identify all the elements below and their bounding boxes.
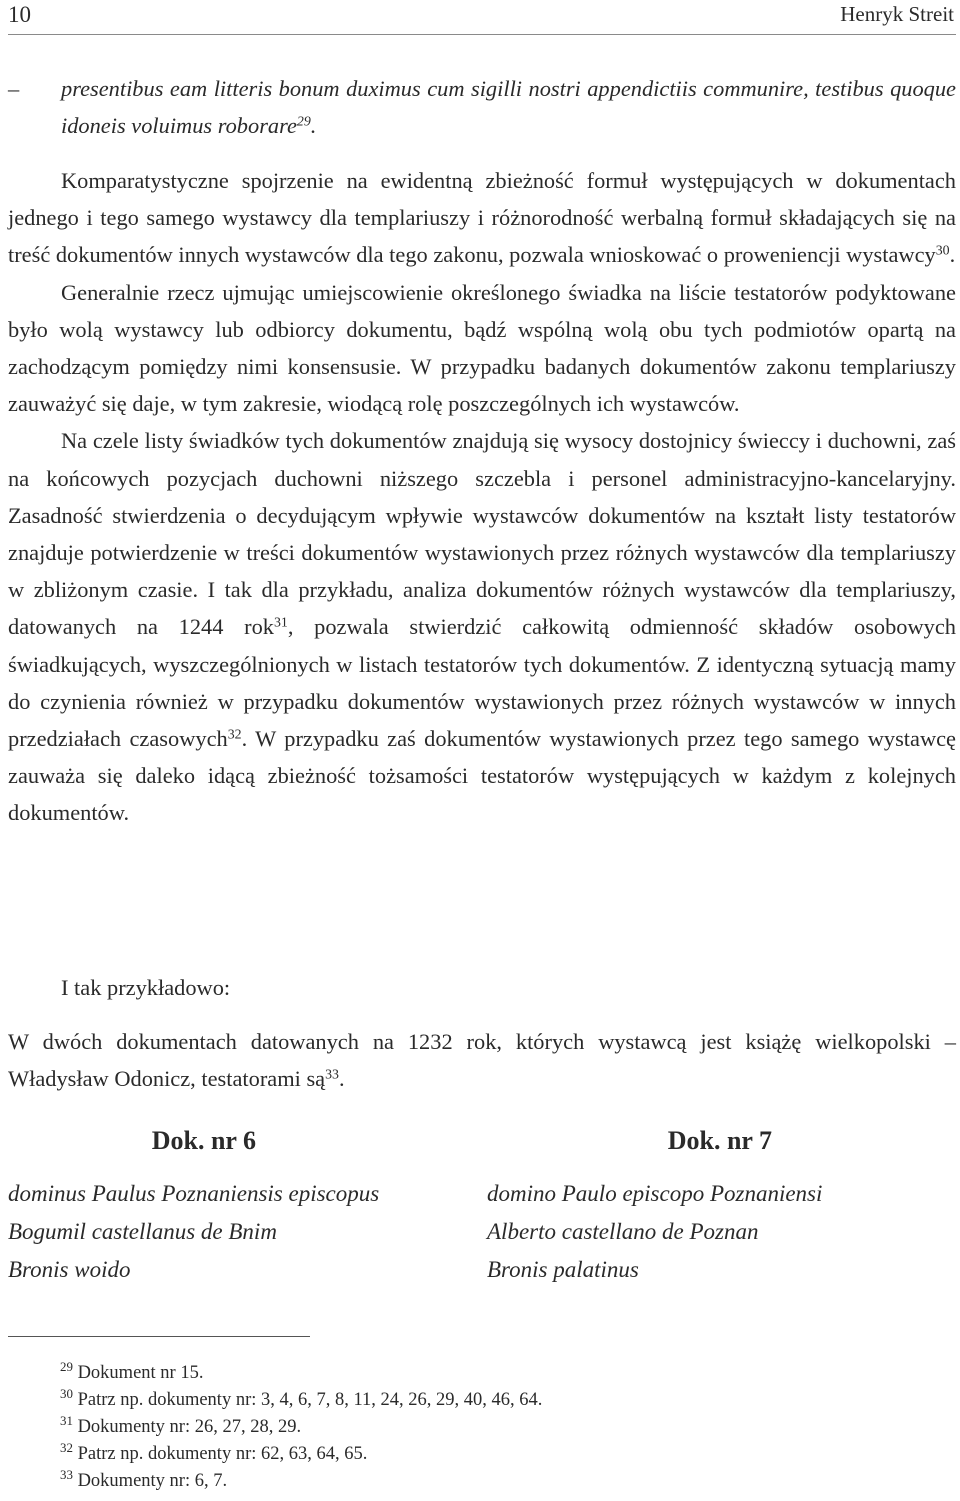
- document-6-title: Dok. nr 6: [151, 1126, 256, 1155]
- example-description: [8, 1023, 956, 1097]
- example-intro: [8, 969, 956, 1115]
- footnote-separator: [8, 1336, 310, 1337]
- footnote-number: 31: [60, 1412, 73, 1428]
- witness-entry: Bogumil castellanus de Bnim: [8, 1219, 277, 1244]
- page-number: 10: [8, 2, 31, 27]
- document-7-witness-list: [487, 1175, 947, 1289]
- main-text: [8, 162, 956, 832]
- document-7-title: Dok. nr 7: [667, 1126, 772, 1155]
- footnote-30: [60, 1387, 542, 1414]
- witness-entry: Bronis woido: [8, 1257, 131, 1282]
- footnote-number: 29: [60, 1358, 73, 1374]
- footnote-33: [60, 1468, 542, 1495]
- footnote-29: [60, 1360, 542, 1387]
- footnote-text: Patrz np. dokumenty nr: 62, 63, 64, 65.: [77, 1444, 368, 1464]
- footnote-text: Dokument nr 15.: [77, 1363, 204, 1383]
- paragraph-3-text-a: Na czele listy świadków tych dokumentów znajdują się wysocy dostojnicy świeccy i duchowni, zaś na końcowych pozycjach duchowni niższego szczebla i personel administracyjno-kancelaryjny. Zasadność stwierdzenia o decydującym wpływie wystawców dokumentów na kształt listy testatorów znajduje potwierdzenie w treści dokumentów wystawionych przez różnych wystawców dla templariuszy w zbliżonym czasie. I tak dla przykładu, analiza dokumentów różnych wystawców dla templariuszy, datowanych na 1244 rok: [8, 428, 956, 640]
- header-rule: [8, 34, 956, 35]
- footnote-31: [60, 1414, 542, 1441]
- paragraph-1: [8, 162, 956, 274]
- paragraph-3: [8, 422, 956, 831]
- witness-entry: Bronis palatinus: [487, 1257, 639, 1282]
- paragraph-2: Generalnie rzecz ujmując umiejscowienie określonego świadka na liście testatorów podyktowane było wolą wystawcy lub odbiorcy dokumentu, bądź wspólną wolą obu tych podmiotów opartą na zachodzącym pomiędzy nimi konsensusie. W przypadku badanych dokumentów zakonu templariuszy zauważyć się daje, w tym zakresie, wiodącą rolę poszczególnych ich wystawców.: [8, 279, 956, 417]
- footnote-32: [60, 1441, 542, 1468]
- footnote-text: Dokumenty nr: 26, 27, 28, 29.: [77, 1417, 302, 1437]
- example-description-text: W dwóch dokumentach datowanych na 1232 rok, których wystawcą jest książę wielkopolski – Władysław Odonicz, testatorami są: [8, 1029, 956, 1092]
- witness-entry: Alberto castellano de Poznan: [487, 1219, 759, 1244]
- footnote-ref-32[interactable]: 32: [227, 727, 242, 743]
- footnote-text: Patrz np. dokumenty nr: 3, 4, 6, 7, 8, 11, 24, 26, 29, 40, 46, 64.: [77, 1390, 543, 1410]
- witness-entry: domino Paulo episcopo Poznaniensi: [487, 1181, 823, 1206]
- quote-text: [61, 70, 956, 144]
- footnote-text: Dokumenty nr: 6, 7.: [77, 1471, 228, 1491]
- footnote-ref-33[interactable]: 33: [325, 1067, 339, 1083]
- paragraph-3-text-b: , pozwala stwierdzić całkowitą odmienność składów osobowych świadkujących, wyszczególnionych w listach testatorów tych dokumentów. Z identyczną sytuacją mamy do czynienia również w przypadku dokumentów wystawionych przez różnych wystawców w innych przedziałach czasowych: [8, 614, 956, 752]
- footnote-number: 33: [60, 1466, 73, 1482]
- paragraph-1-text: Komparatystyczne spojrzenie na ewidentną zbieżność formuł występujących w dokumentach jednego i tego samego wystawcy dla templariuszy i różnorodność werbalną formuł składających się na treść dokumentów innych wystawców dla tego zakonu, pozwala wnioskować o proweniencji wystawcy: [8, 168, 956, 268]
- quote-dash: –: [8, 76, 20, 101]
- footnote-number: 30: [60, 1385, 73, 1401]
- paragraph-3-text-c: . W przypadku zaś dokumentów wystawionych przez tego samego wystawcę zauważa się daleko idącą zbieżność tożsamości testatorów występujących w każdym z kolejnych dokumentów.: [8, 726, 956, 826]
- footnote-number: 32: [60, 1439, 73, 1455]
- example-description-end: .: [338, 1066, 345, 1092]
- footnote-ref-30[interactable]: 30: [935, 243, 950, 259]
- footnote-ref-29[interactable]: 29: [296, 114, 311, 130]
- footnote-ref-31[interactable]: 31: [273, 615, 288, 631]
- quote-end: .: [310, 113, 317, 139]
- example-lead: I tak przykładowo:: [61, 975, 231, 1000]
- document-7-column: [487, 1122, 947, 1289]
- document-6-witness-list: [8, 1175, 458, 1289]
- document-6-column: [8, 1122, 458, 1289]
- witness-entry: dominus Paulus Poznaniensis episcopus: [8, 1181, 380, 1206]
- running-head-author: Henryk Streit: [840, 2, 954, 26]
- latin-quote: [8, 70, 956, 144]
- page-header: [8, 0, 954, 30]
- footnotes: [60, 1360, 542, 1495]
- quote-body: presentibus eam litteris bonum duximus cum sigilli nostri appendictiis communire, testibus quoque idoneis voluimus roborare: [61, 76, 956, 139]
- paragraph-1-end: .: [949, 242, 956, 268]
